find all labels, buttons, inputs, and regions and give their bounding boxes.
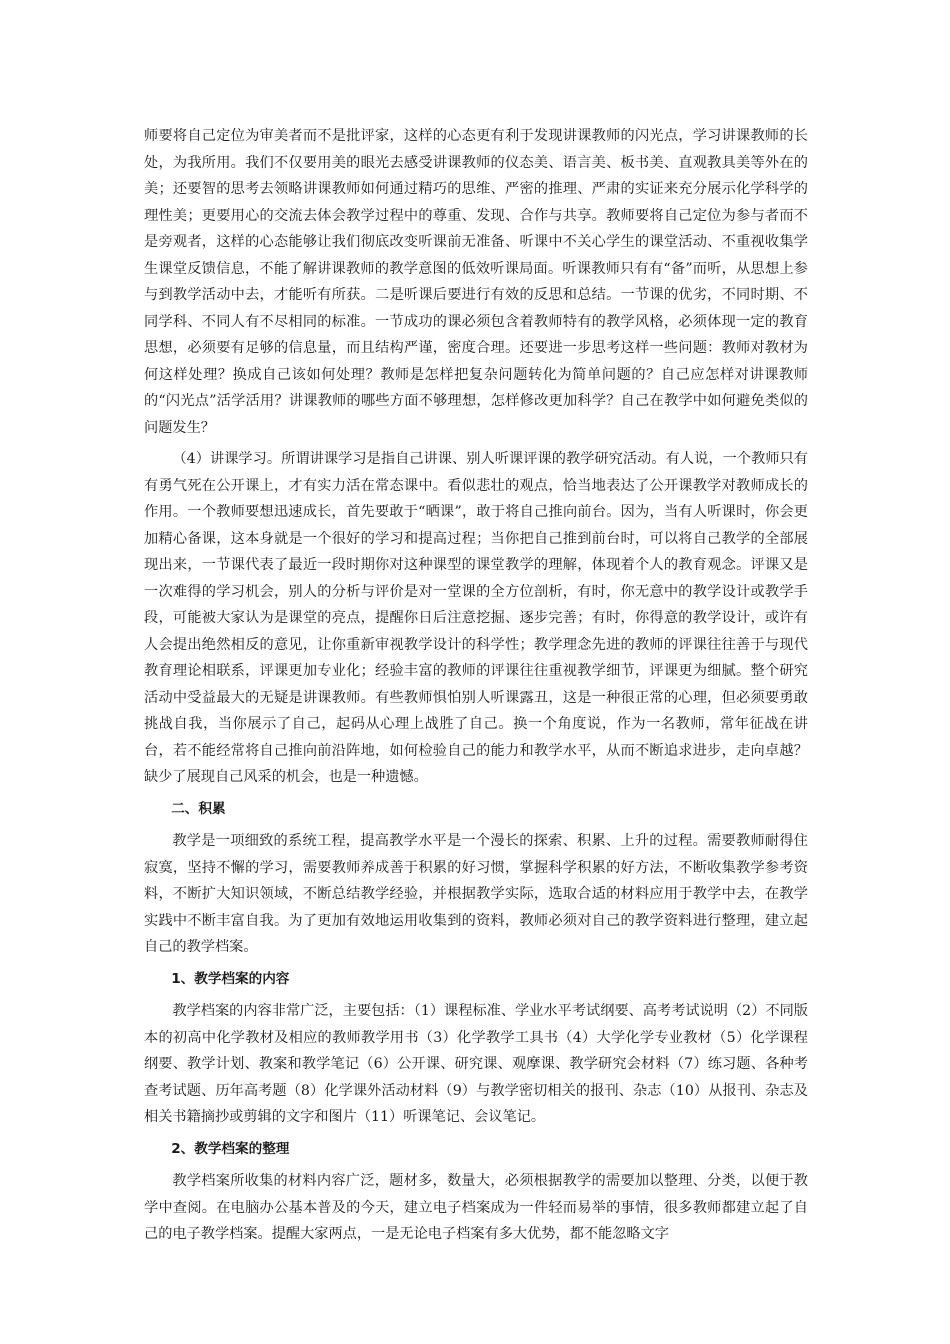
paragraph-listening-reflection: 师要将自己定位为审美者而不是批评家，这样的心态更有利于发现讲课教师的闪光点，学习讲课教师的长处，为我所用。我们不仅要用美的眼光去感受讲课教师的仪态美、语言美、板书美、直观教具美等外在的美；还要智的思考去领略讲课教师如何通过精巧的思维、严密的推理、严肃的实证来充分展示化学科学的理性美；更要用心的交流去体会教学过程中的尊重、发现、合作与共享。教师要将自己定位为参与者而不是旁观者，这样的心态能够让我们彻底改变听课前无准备、听课中不关心学生的课堂活动、不重视收集学生课堂反馈信息，不能了解讲课教师的教学意图的低效听课局面。听课教师只有有“备”而听，从思想上参与到教学活动中去，才能听有所获。二是听课后要进行有效的反思和总结。一节课的优劣，不同时期、不同学科、不同人有不尽相同的标准。一节成功的课必须包含着教师特有的教学风格，必须体现一定的教育思想，必须要有足够的信息量，而且结构严谨，密度合理。还要进一步思考这样一些问题：教师对教材为何这样处理？换成自己该如何处理？教师是怎样把复杂问题转化为简单问题的？自己应怎样对讲课教师的“闪光点”活学活用？讲课教师的哪些方面不够理想，怎样修改更加科学？自己在教学中如何避免类似的问题发生？ — [144, 128, 808, 436]
paragraph-archive-contents: 教学档案的内容非常广泛，主要包括：（1）课程标准、学业水平考试纲要、高考考试说明（2）不同版本的初高中化学教材及相应的教师教学用书（3）化学教学工具书（4）大学化学专业教材（5）化学课程纲要、教学计划、教案和教学笔记（6）公开课、研究课、观摩课、教学研究会材料（7）练习题、各种考查考试题、历年高考题（8）化学课外活动材料（9）与教学密切相关的报刊、杂志（10）从报刊、杂志及相关书籍摘抄或剪辑的文字和图片（11）听课笔记、会议笔记。 — [144, 1003, 808, 1125]
paragraph-archive-organization: 教学档案所收集的材料内容广泛，题材多，数量大，必须根据教学的需要加以整理、分类，以便于教学中查阅。在电脑办公基本普及的今天，建立电子档案成为一件轻而易举的事情，很多教师都建立起了自己的电子教学档案。提醒大家两点，一是无论电子档案有多大优势，都不能忽略文字 — [144, 1173, 808, 1242]
subheading-archive-contents: 1、教学档案的内容 — [171, 970, 290, 987]
document-page — [144, 123, 808, 1253]
paragraph-teaching-practice: （4）讲课学习。所谓讲课学习是指自己讲课、别人听课评课的教学研究活动。有人说，一个教师只有有勇气死在公开课上，才有实力活在常态课中。看似悲壮的观点，恰当地表达了公开课教学对教师成长的作用。一个教师要想迅速成长，首先要敢于“晒课”，敢于将自己推向前台。因为，当有人听课时，你会更加精心备课，这本身就是一个很好的学习和提高过程；当你把自己推到前台时，可以将自己教学的全部展现出来，一节课代表了最近一段时期你对这种课型的课堂教学的理解，体现着个人的教育观念。评课又是一次难得的学习机会，别人的分析与评价是对一堂课的全方位剖析，有时，你无意中的教学设计或教学手段，可能被大家认为是课堂的亮点，提醒你日后注意挖掘、逐步完善；有时，你得意的教学设计，或许有人会提出绝然相反的意见，让你重新审视教学设计的科学性；教学理念先进的教师的评课往往善于与现代教育理论相联系，评课更加专业化；经验丰富的教师的评课往往重视教学细节，评课更为细腻。整个研究活动中受益最大的无疑是讲课教师。有些教师惧怕别人听课露丑，这是一种很正常的心理，但必须要勇敢挑战自我，当你展示了自己，起码从心理上战胜了自己。换一个角度说，作为一名教师，常年征战在讲台，若不能经常将自己推向前沿阵地，如何检验自己的能力和教学水平，从而不断追求进步，走向卓越？缺少了展现自己风采的机会，也是一种遗憾。 — [144, 451, 808, 785]
section-heading-accumulation: 二、积累 — [171, 800, 226, 817]
subheading-archive-organization: 2、教学档案的整理 — [171, 1140, 290, 1157]
paragraph-accumulation-intro: 教学是一项细致的系统工程，提高教学水平是一个漫长的探索、积累、上升的过程。需要教师耐得住寂寞，坚持不懈的学习，需要教师养成善于积累的好习惯，掌握科学积累的好方法，不断收集教学参考资料，不断扩大知识领域，不断总结教学经验，并根据教学实际，选取合适的材料应用于教学中去，在教学实践中不断丰富自我。为了更加有效地运用收集到的资料，教师必须对自己的教学资料进行整理，建立起自己的教学档案。 — [144, 833, 808, 955]
